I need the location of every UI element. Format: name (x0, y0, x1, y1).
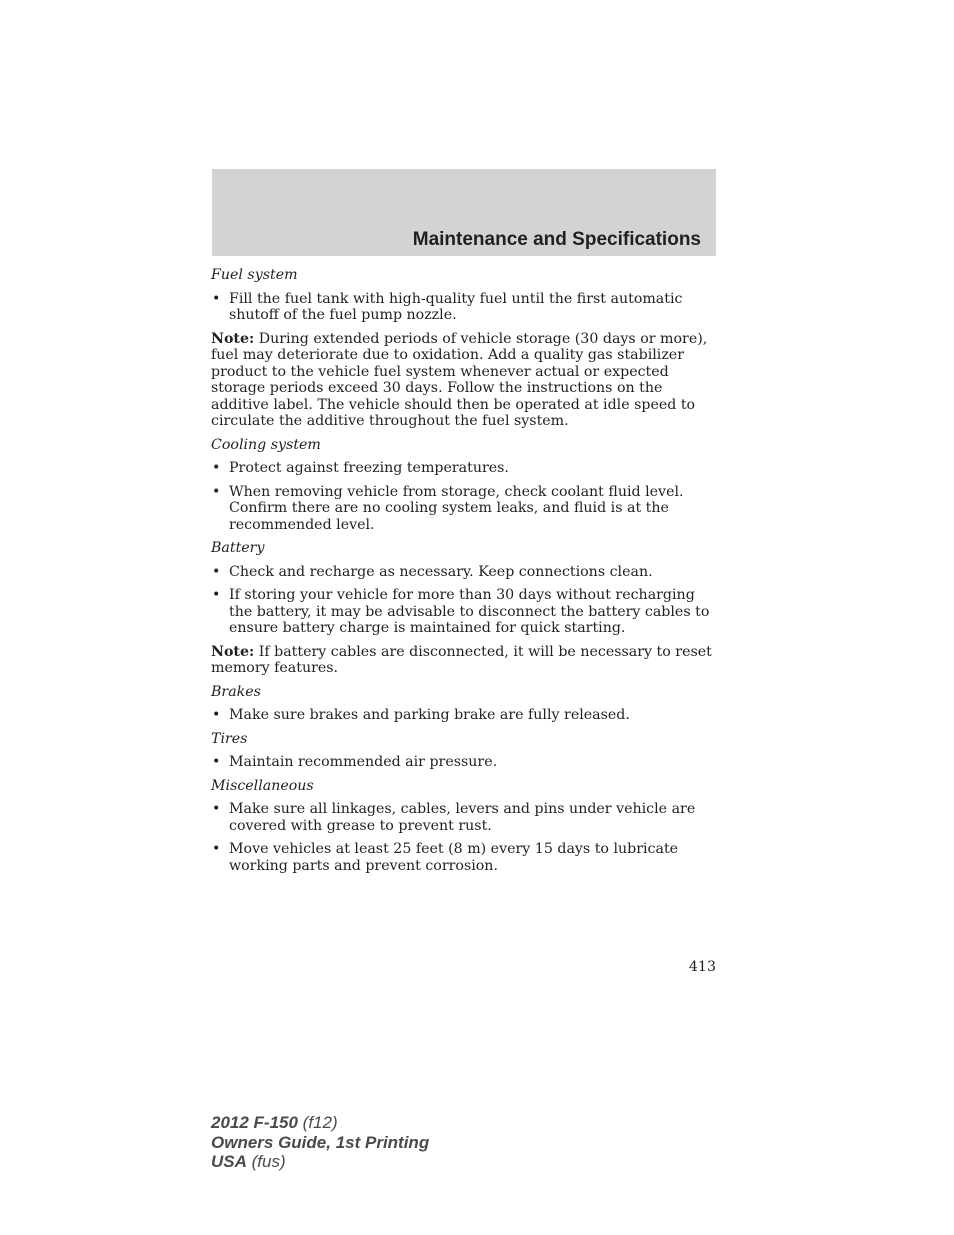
footer-region: USA (211, 1152, 247, 1171)
footer-guide-line (211, 1133, 429, 1153)
section-title: Maintenance and Specifications (412, 229, 701, 250)
note-label: Note: (211, 330, 255, 347)
footer-model-code: (f12) (297, 1113, 338, 1132)
fuel-system-list (211, 291, 716, 324)
footer-guide: Owners Guide, 1st Printing (211, 1132, 430, 1152)
list-item: • Fill the fuel tank with high-quality fuel until the first automatic shutoff of the fuel pump nozzle. (211, 291, 716, 324)
tires-list (211, 754, 716, 771)
list-item: • Make sure all linkages, cables, levers and pins under vehicle are covered with grease to prevent rust. (211, 801, 716, 834)
footer-model: 2012 F-150 (211, 1113, 298, 1132)
list-item: • Maintain recommended air pressure. (211, 754, 716, 771)
subheading-brakes: Brakes (211, 683, 261, 700)
footer-region-line (211, 1152, 429, 1172)
list-item: • Make sure brakes and parking brake are fully released. (211, 707, 716, 724)
list-item: • When removing vehicle from storage, check coolant fluid level. Confirm there are no cooling system leaks, and fluid is at the recommended level. (211, 484, 716, 534)
subheading-battery: Battery (211, 540, 265, 556)
footer-region-code: (fus) (246, 1152, 286, 1171)
list-item: • If storing your vehicle for more than 30 days without recharging the battery, it may be advisable to disconnect the battery cables to ensure battery charge is maintained for quick starting. (211, 587, 716, 637)
document-footer (211, 1113, 429, 1172)
subheading-fuel-system: Fuel system (211, 267, 298, 283)
brakes-list (211, 707, 716, 724)
note-battery (211, 644, 716, 677)
battery-list (211, 564, 716, 637)
subheading-tires: Tires (211, 730, 248, 747)
footer-model-line (211, 1113, 429, 1133)
page-content (211, 267, 716, 881)
subheading-cooling-system: Cooling system (211, 436, 321, 453)
subheading-miscellaneous: Miscellaneous (211, 777, 314, 794)
note-text: During extended periods of vehicle storage (30 days or more), fuel may deteriorate due to oxidation. Add a quality gas stabilizer product to the vehicle fuel system whenever actual or expected storage periods exceed 30 days. Follow the instructions on the additive label. The vehicle should then be operated at idle speed to circulate the additive throughout the fuel system. (211, 330, 708, 429)
list-item: • Protect against freezing temperatures. (211, 460, 716, 477)
note-fuel (211, 331, 716, 430)
miscellaneous-list (211, 801, 716, 874)
page-number: 413 (688, 959, 716, 975)
note-text: If battery cables are disconnected, it will be necessary to reset memory features. (211, 643, 712, 676)
list-item: • Check and recharge as necessary. Keep connections clean. (211, 564, 716, 581)
list-item: • Move vehicles at least 25 feet (8 m) every 15 days to lubricate working parts and prevent corrosion. (211, 841, 716, 874)
section-header-band (212, 169, 716, 256)
note-label: Note: (211, 643, 255, 660)
cooling-system-list (211, 460, 716, 533)
